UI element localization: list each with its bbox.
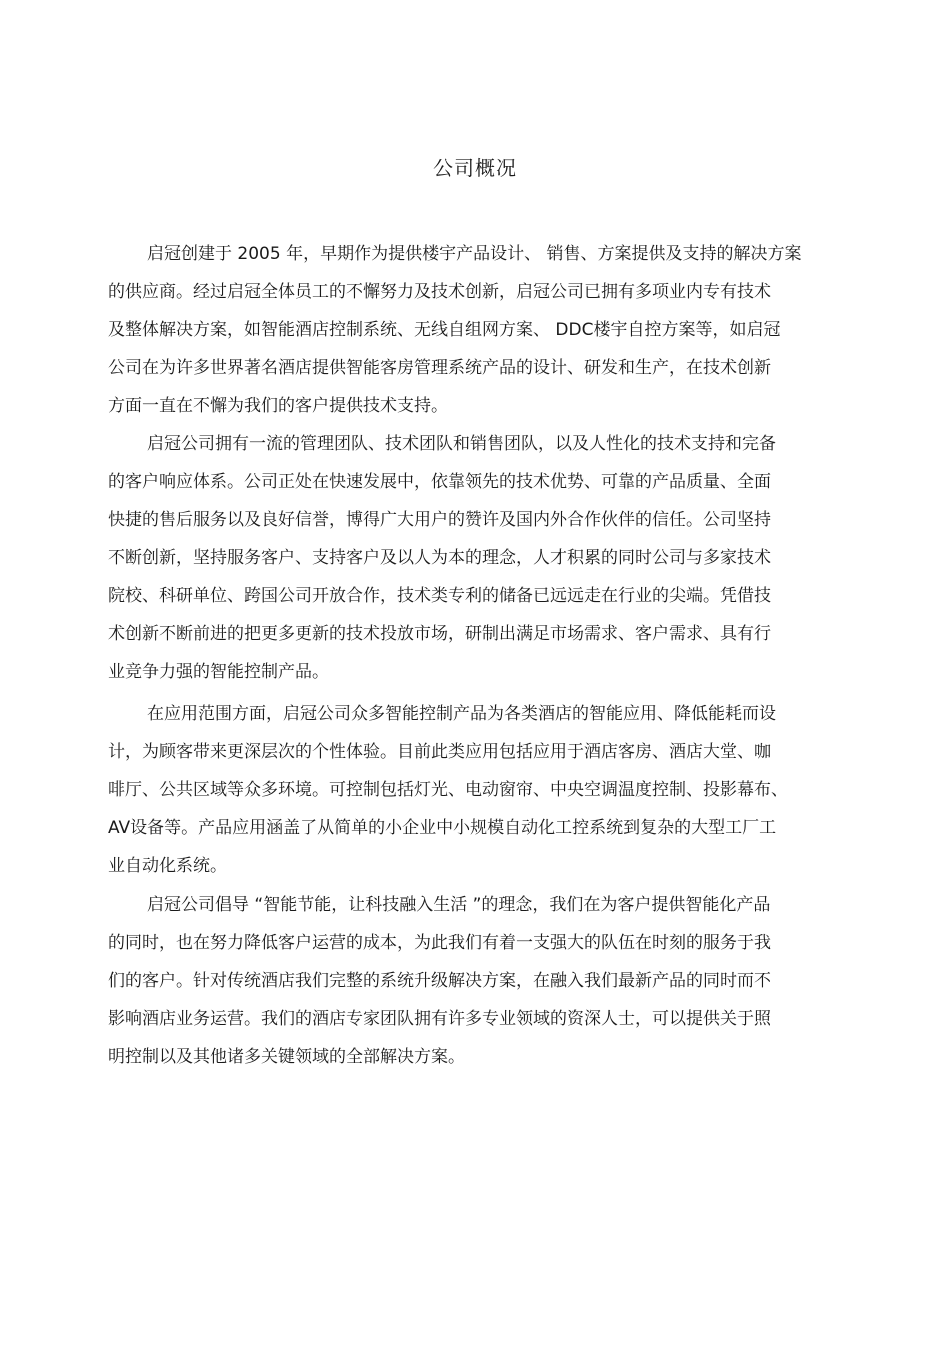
paragraph-2-line-5: 院校、科研单位、跨国公司开放合作，技术类专利的储备已远远走在行业的尖端。凭借技 bbox=[108, 586, 771, 606]
paragraph-3-line-4: AV设备等。产品应用涵盖了从简单的小企业中小规模自动化工控系统到复杂的大型工厂工 bbox=[108, 818, 777, 838]
paragraph-2-line-4: 不断创新，坚持服务客户、支持客户及以人为本的理念，人才积累的同时公司与多家技术 bbox=[108, 548, 771, 568]
paragraph-4-line-2: 的同时，也在努力降低客户运营的成本，为此我们有着一支强大的队伍在时刻的服务于我 bbox=[108, 933, 771, 953]
paragraph-3-line-5: 业自动化系统。 bbox=[108, 856, 227, 876]
paragraph-2-line-7: 业竞争力强的智能控制产品。 bbox=[108, 662, 329, 682]
paragraph-3-line-2: 计，为顾客带来更深层次的个性体验。目前此类应用包括应用于酒店客房、酒店大堂、咖 bbox=[108, 742, 771, 762]
paragraph-2-line-3: 快捷的售后服务以及良好信誉，博得广大用户的赞许及国内外合作伙伴的信任。公司坚持 bbox=[108, 510, 771, 530]
page-title: 公司概况 bbox=[433, 156, 517, 180]
paragraph-2-line-1: 启冠公司拥有一流的管理团队、技术团队和销售团队，以及人性化的技术支持和完备 bbox=[147, 434, 776, 454]
paragraph-3-line-1: 在应用范围方面，启冠公司众多智能控制产品为各类酒店的智能应用、降低能耗而设 bbox=[147, 704, 776, 724]
paragraph-2-line-6: 术创新不断前进的把更多更新的技术投放市场，研制出满足市场需求、客户需求、具有行 bbox=[108, 624, 771, 644]
paragraph-4-line-3: 们的客户。针对传统酒店我们完整的系统升级解决方案，在融入我们最新产品的同时而不 bbox=[108, 971, 771, 991]
paragraph-1-line-3: 及整体解决方案，如智能酒店控制系统、无线自组网方案、 DDC楼宇自控方案等，如启冠 bbox=[108, 320, 781, 340]
paragraph-1-line-4: 公司在为许多世界著名酒店提供智能客房管理系统产品的设计、研发和生产，在技术创新 bbox=[108, 358, 771, 378]
paragraph-4-line-1: 启冠公司倡导 “智能节能，让科技融入生活 ”的理念，我们在为客户提供智能化产品 bbox=[147, 895, 771, 915]
paragraph-2-line-2: 的客户响应体系。公司正处在快速发展中，依靠领先的技术优势、可靠的产品质量、全面 bbox=[108, 472, 771, 492]
paragraph-3-line-3: 啡厅、公共区域等众多环境。可控制包括灯光、电动窗帘、中央空调温度控制、投影幕布、 bbox=[108, 780, 788, 800]
paragraph-4-line-5: 明控制以及其他诸多关键领域的全部解决方案。 bbox=[108, 1047, 465, 1067]
paragraph-1-line-1: 启冠创建于 2005 年，早期作为提供楼宇产品设计、 销售、方案提供及支持的解决方案 bbox=[147, 244, 802, 264]
paragraph-1-line-2: 的供应商。经过启冠全体员工的不懈努力及技术创新，启冠公司已拥有多项业内专有技术 bbox=[108, 282, 771, 302]
paragraph-4-line-4: 影响酒店业务运营。我们的酒店专家团队拥有许多专业领域的资深人士，可以提供关于照 bbox=[108, 1009, 771, 1029]
paragraph-1-line-5: 方面一直在不懈为我们的客户提供技术支持。 bbox=[108, 396, 448, 416]
